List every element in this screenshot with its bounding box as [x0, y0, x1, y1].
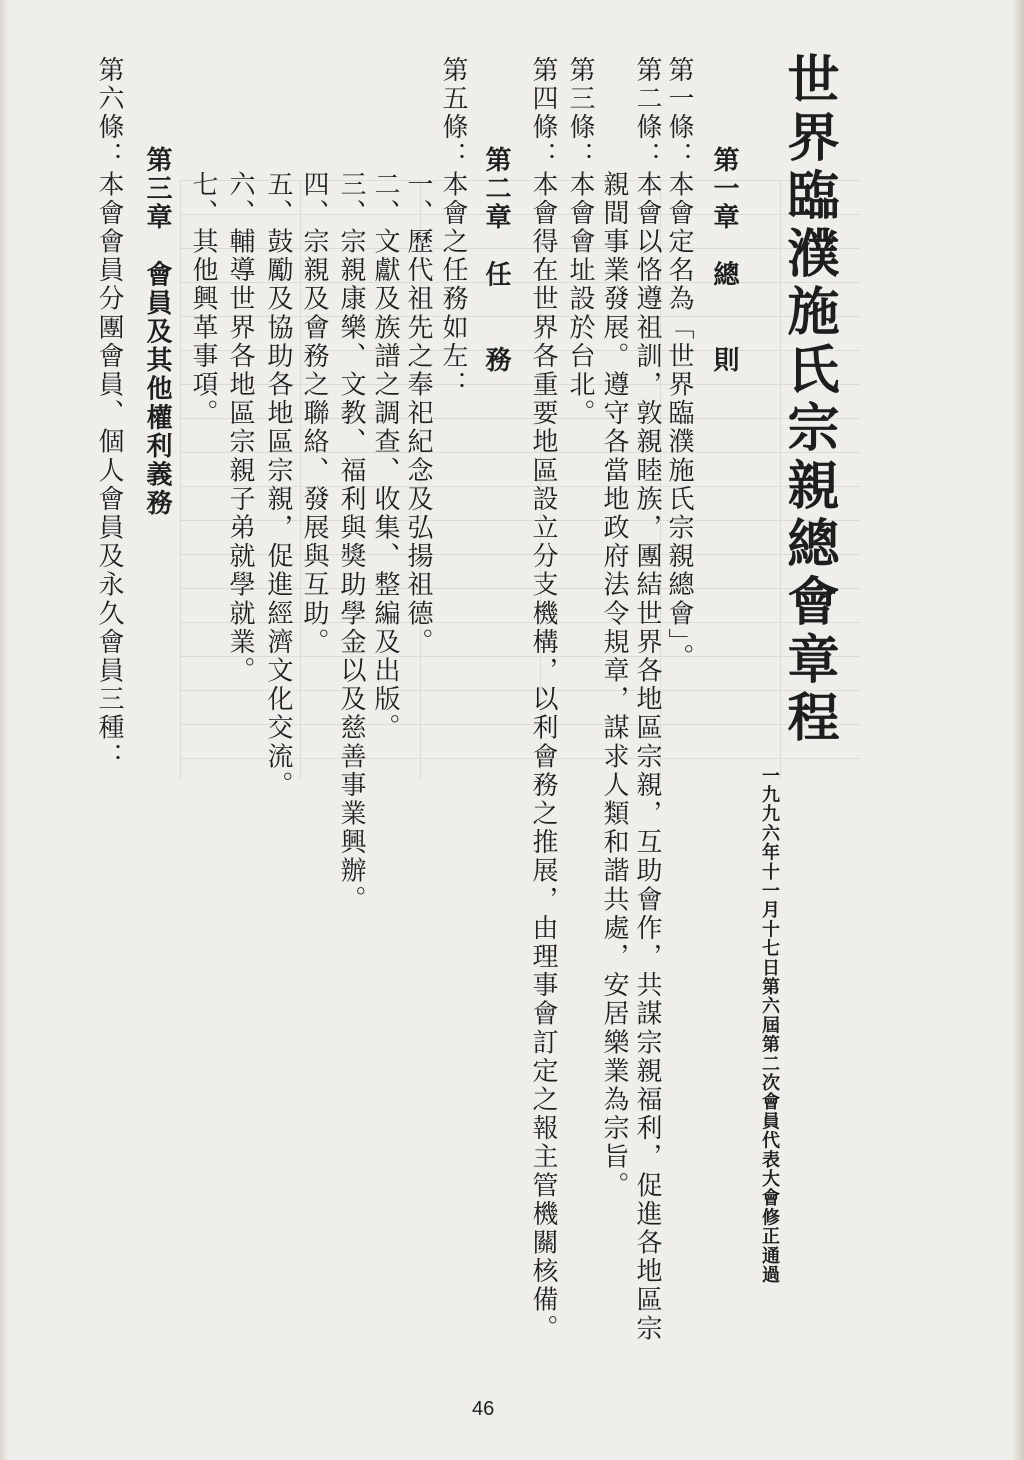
article-5: 第五條：本會之任務如左： — [438, 56, 468, 400]
page-edge-left — [0, 0, 8, 1460]
task-item-2: 二、文獻及族譜之調查、收集、整編及出版。 — [370, 56, 400, 743]
task-item-3: 三、宗親康樂、文教、福利與獎助學金以及慈善事業興辦。 — [336, 56, 366, 914]
document-title: 世界臨濮施氏宗親總會章程 — [778, 52, 839, 748]
amendment-note: 一九九六年十一月十七日第六屆第二次會員代表大會修正通過 — [759, 766, 780, 1285]
article-4: 第四條：本會得在世界各重要地區設立分支機構，以利會務之推展，由理事會訂定之報主管機關核備。 — [528, 56, 558, 1343]
task-item-4: 四、宗親及會務之聯絡、發展與互助。 — [299, 56, 329, 657]
task-item-6: 六、輔導世界各地區宗親子弟就學就業。 — [225, 56, 255, 686]
page-edge-right — [1012, 0, 1024, 1460]
chapter-2-heading: 第二章 任 務 — [481, 146, 511, 375]
task-item-1: 一、歷代祖先之奉祀紀念及弘揚祖德。 — [403, 56, 433, 657]
task-item-7: 七、其他興革事項。 — [188, 56, 218, 428]
chapter-3-heading: 第三章 會員及其他權利義務 — [142, 146, 172, 518]
article-6: 第六條：本會會員分團會員、個人會員及永久會員三種： — [94, 56, 124, 771]
page-number: 46 — [472, 1398, 495, 1420]
task-item-5: 五、鼓勵及協助各地區宗親，促進經濟文化交流。 — [263, 56, 293, 800]
article-2-continued: 親間事業發展。遵守各當地政府法令規章，謀求人類和諧共處，安居樂業為宗旨。 — [599, 56, 629, 1200]
chapter-1-heading: 第一章 總 則 — [709, 146, 739, 375]
article-2: 第二條：本會以恪遵祖訓，敦親睦族，團結世界各地區宗親，互助會作，共謀宗親福利，促進各地區宗 — [632, 56, 662, 1343]
article-3: 第三條：本會會址設於台北。 — [565, 56, 595, 428]
article-1: 第一條：本會定名為「世界臨濮施氏宗親總會」。 — [664, 56, 694, 673]
